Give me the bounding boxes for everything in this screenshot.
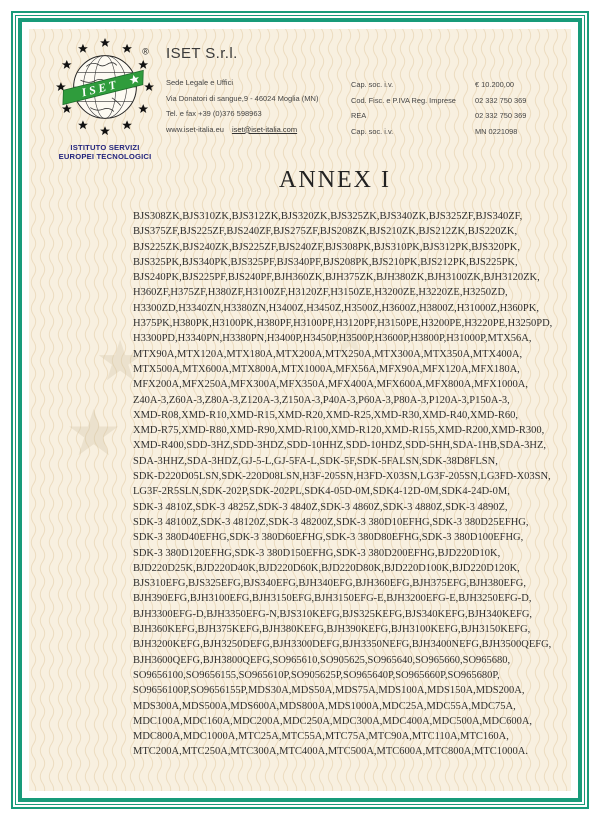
registered-mark: ® [142,46,149,57]
model-line: XMD-R400,SDD-3HZ,SDD-3HDZ,SDD-10HHZ,SDD-10HDZ,SDD-5HH,SDA-1HB,SDA-3HZ, [133,440,546,452]
registry-row [351,96,556,112]
model-line: BJH3300EFG-D,BJH3350EFG-N,BJS310KEFG,BJS325KEFG,BJS340KEFG,BJH340KEFG, [133,608,533,620]
model-line: SDK-3 48100Z,SDK-3 48120Z,SDK-3 48200Z,SDK-3 380D10EFHG,SDK-3 380D25EFHG, [133,516,529,528]
address-lines [166,78,356,125]
model-line: BJD220D25K,BJD220D40K,BJD220D60K,BJD220D80K,BJD220D100K,BJD220D120K, [133,562,520,574]
logo-ribbon-text: ISET [80,77,121,100]
model-line: MDS300A,MDS500A,MDS600A,MDS800A,MDS1000A,MDC25A,MDC55A,MDC75A, [133,700,516,712]
watermark-star: ★ [329,311,371,365]
model-line: H3300PD,H3340PN,H3380PN,H3400P,H3450P,H3500P,H3600P,H3800P,H31000P,MTX56A, [133,333,532,345]
logo-caption [49,143,161,161]
model-line: BJH390EFG,BJH3100EFG,BJH3150EFG,BJH3150EFG-E,BJH3200EFG-E,BJH3250EFG-D, [133,593,532,605]
model-line: SO9656100,SO9656155,SO965610P,SO905625P,SO965640P,SO965660P,SO965680P, [133,669,500,681]
web-contacts [166,125,356,134]
model-line: H3300ZD,H3340ZN,H3380ZN,H3400Z,H3450Z,H3500Z,H3600Z,H3800Z,H31000Z,H360PK, [133,302,539,314]
address-line: Sede Legale e Uffici [166,78,233,87]
registry-label: Cap. soc. i.v. [351,80,394,89]
registry-value: € 10.200,00 [475,80,515,89]
model-line: MTC200A,MTC250A,MTC300A,MTC400A,MTC500A,MTC600A,MTC800A,MTC1000A. [133,746,528,758]
address-line: Tel. e fax +39 (0)376 598963 [166,109,262,118]
website-text: www.iset-italia.eu [166,124,224,134]
registry-value: 02 332 750 369 [475,95,527,105]
registry-row [351,127,556,143]
watermark-star: ★ [65,397,123,471]
registry-value: 02 332 750 369 [475,111,527,120]
model-line: SDK-D220D05LSN,SDK-220D08LSN,H3F-205SN,H3FD-X03SN,LG3F-205SN,LG3FD-X03SN, [133,471,551,483]
watermark-star: ★ [95,329,146,394]
model-line: SDK-3 380D40EFHG,SDK-3 380D60EFHG,SDK-3 380D80EFHG,SDK-3 380D100EFHG, [133,532,524,544]
model-line: XMD-R08,XMD-R10,XMD-R15,XMD-R20,XMD-R25,XMD-R30,XMD-R40,XMD-R60, [133,409,519,421]
address-line: Via Donatori di sangue,9 - 46024 Moglia (MN) [166,93,319,103]
company-registry [351,80,556,142]
model-line: BJS240PK,BJS225PF,BJS240PF,BJH360ZK,BJH375ZK,BJH380ZK,BJH3100ZK,BJH3120ZK, [133,272,540,284]
registry-row [351,80,556,96]
company-name: ISET S.r.l. [166,45,238,62]
document-body [29,29,571,791]
model-line: SDA-3HHZ,SDA-3HDZ,GJ-5-L,GJ-5FA-L,SDK-5F,SDK-5FALSN,SDK-38D8FLSN, [133,455,498,467]
model-line: BJS308ZK,BJS310ZK,BJS312ZK,BJS320ZK,BJS325ZK,BJS340ZK,BJS325ZF,BJS340ZF, [133,211,523,222]
globe-stars-logo-icon [50,37,160,137]
model-line: BJS225ZK,BJS240ZK,BJS225ZF,BJS240ZF,BJS308PK,BJS310PK,BJS312PK,BJS320PK, [133,241,520,253]
model-line: BJS310EFG,BJS325EFG,BJS340EFG,BJH340EFG,BJH360EFG,BJH375EFG,BJH380EFG, [133,578,526,590]
model-line: H360ZF,H375ZF,H380ZF,H3100ZF,H3120ZF,H3150ZE,H3200ZE,H3220ZE,H3250ZD, [133,287,508,299]
email-link[interactable]: iset@iset-italia.com [231,124,298,134]
model-line: SDK-3 380D120EFHG,SDK-3 380D150EFHG,SDK-3 380D200EFHG,BJD220D10K, [133,547,501,559]
model-line: BJH360KEFG,BJH375KEFG,BJH380KEFG,BJH390KEFG,BJH3100KEFG,BJH3150KEFG, [133,624,531,636]
company-info [166,45,356,134]
annex-title: ANNEX I [279,167,391,193]
model-line: XMD-R75,XMD-R80,XMD-R90,XMD-R100,XMD-R120,XMD-R155,XMD-R200,XMD-R300, [133,425,545,437]
model-line: BJS325PK,BJS340PK,BJS325PF,BJS340PF,BJS208PK,BJS210PK,BJS212PK,BJS225PK, [133,256,518,268]
logo-caption-line1: ISTITUTO SERVIZI [70,143,140,152]
registry-row [351,111,556,127]
model-line: MDC100A,MDC160A,MDC200A,MDC250A,MDC300A,MDC400A,MDC500A,MDC600A, [133,715,533,727]
model-line: MFX200A,MFX250A,MFX300A,MFX350A,MFX400A,MFX600A,MFX800A,MFX1000A, [133,379,528,391]
model-line: LG3F-2R5SLN,SDK-202P,SDK-202PL,SDK4-05D-0M,SDK4-12D-0M,SDK4-24D-0M, [133,486,510,498]
model-line: SDK-3 4810Z,SDK-3 4825Z,SDK-3 4840Z,SDK-3 4860Z,SDK-3 4880Z,SDK-3 4890Z, [133,501,508,513]
model-line: MTX500A,MTX600A,MTX800A,MTX1000A,MFX56A,MFX90A,MFX120A,MFX180A, [133,363,520,375]
registry-value: MN 0221098 [475,126,518,136]
registry-label: Cap. soc. i.v. [351,126,394,136]
model-line: BJH3200KEFG,BJH3250DEFG,BJH3300DEFG,BJH3350NEFG,BJH3400NEFG,BJH3500QEFG, [133,639,552,651]
model-line: Z40A-3,Z60A-3,Z80A-3,Z120A-3,Z150A-3,P40A-3,P60A-3,P80A-3,P120A-3,P150A-3, [133,394,510,406]
model-line: MTX90A,MTX120A,MTX180A,MTX200A,MTX250A,MTX300A,MTX350A,MTX400A, [133,348,523,360]
model-line: BJH3600QEFG,BJH3800QEFG,SO965610,SO905625,SO965640,SO965660,SO965680, [133,654,511,666]
iset-logo [49,37,161,161]
model-line: BJS375ZF,BJS225ZF,BJS240ZF,BJS275ZF,BJS208ZK,BJS210ZK,BJS212ZK,BJS220ZK, [133,226,518,238]
registry-label: Cod. Fisc. e P.IVA Reg. Imprese [351,95,456,105]
model-number-list [133,209,552,760]
model-line: MDC800A,MDC1000A,MTC25A,MTC55A,MTC75A,MTC90A,MTC110A,MTC160A, [133,731,509,743]
model-line: H375PK,H380PK,H3100PK,H380PF,H3100PF,H3120PF,H3150PE,H3200PE,H3220PE,H3250PD, [133,318,553,330]
model-line: SO9656100P,SO9656155P,MDS30A,MDS50A,MDS75A,MDS100A,MDS150A,MDS200A, [133,685,525,697]
registry-label: REA [351,111,367,120]
logo-caption-line2: EUROPEI TECNOLOGICI [58,152,152,161]
